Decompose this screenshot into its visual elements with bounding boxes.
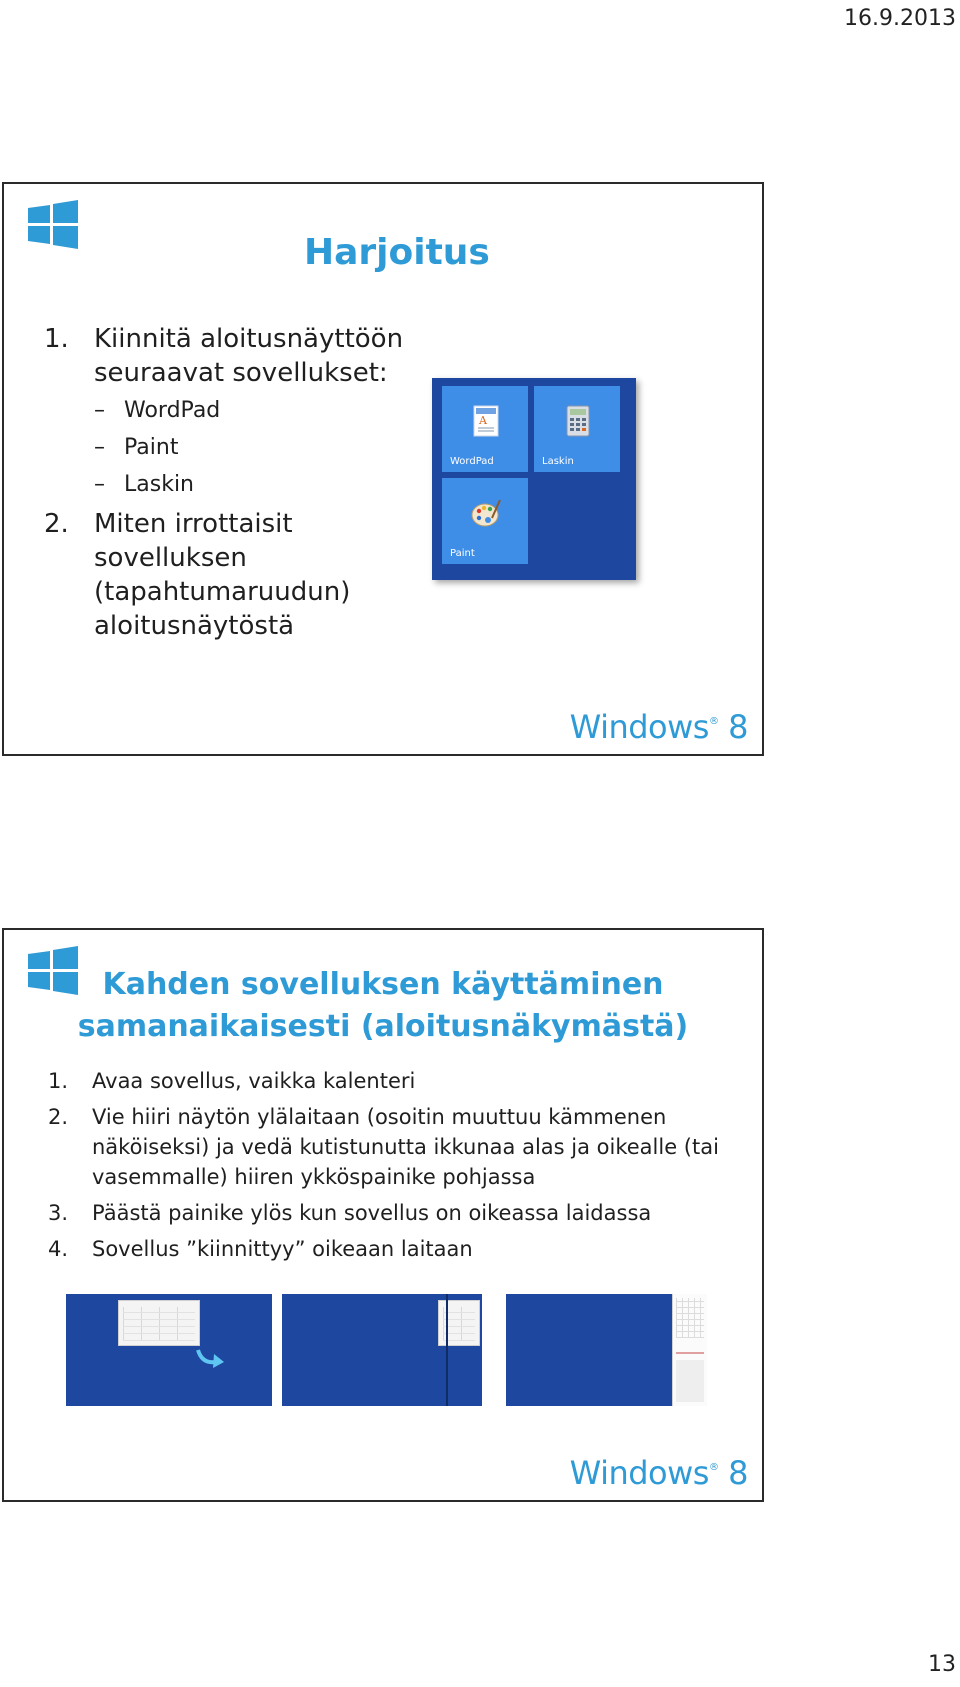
step-text: Vie hiiri näytön ylälaitaan (osoitin muuttuu kämmenen näköiseksi) ja vedä kutistunutta ikkunaa alas ja oikealle (tai vasemmalle) hiiren ykköspainike pohjassa <box>92 1105 719 1189</box>
svg-text:A: A <box>479 414 487 427</box>
list-item <box>48 1198 738 1228</box>
item-number: 2. <box>44 509 69 539</box>
snap-divider <box>446 1294 448 1406</box>
tile-wordpad[interactable] <box>442 386 528 472</box>
tile-label: Laskin <box>542 456 574 467</box>
step-number: 4. <box>48 1237 69 1261</box>
snapped-app-pane <box>672 1294 707 1406</box>
item-text: Miten irrottaisit sovelluksen (tapahtumaruudun) aloitusnäytöstä <box>94 509 351 641</box>
exercise-list <box>44 322 424 643</box>
list-item <box>44 322 424 503</box>
windows-8-logo <box>570 1454 748 1492</box>
mini-app-window <box>438 1300 480 1346</box>
app-sublist <box>94 392 424 503</box>
slide-title <box>4 964 762 1048</box>
screenshot-drag-window <box>66 1294 272 1406</box>
item-number: 1. <box>44 324 69 354</box>
brand-reg-mark: ® <box>708 716 719 727</box>
brand-text: Windows <box>569 708 709 746</box>
tile-laskin[interactable] <box>534 386 620 472</box>
screenshot-snap-preview <box>282 1294 482 1406</box>
wordpad-icon <box>470 404 502 438</box>
paint-palette-icon <box>470 496 502 530</box>
sublist-item <box>94 429 424 466</box>
slide-title: Harjoitus <box>304 232 490 273</box>
sublist-item <box>94 466 424 503</box>
page-number: 13 <box>928 1652 956 1677</box>
steps-list <box>48 1066 738 1270</box>
item-text: Kiinnitä aloitusnäyttöön seuraavat sovellukset: <box>94 324 404 388</box>
list-item <box>48 1066 738 1096</box>
step-text: Avaa sovellus, vaikka kalenteri <box>92 1069 416 1093</box>
tile-label: Paint <box>450 548 475 559</box>
slide-harjoitus <box>2 182 764 756</box>
dash-bullet-icon: – <box>94 435 105 460</box>
dash-bullet-icon: – <box>94 398 105 423</box>
slide-two-apps <box>2 928 764 1502</box>
list-item <box>48 1234 738 1264</box>
step-number: 2. <box>48 1105 69 1129</box>
sublist-item-text: Paint <box>124 435 179 460</box>
sublist-item-text: Laskin <box>124 472 194 497</box>
title-line-2: samanaikaisesti (aloitusnäkymästä) <box>77 1009 689 1044</box>
windows-8-logo <box>570 708 748 746</box>
calculator-icon <box>562 404 594 438</box>
step-text: Sovellus ”kiinnittyy” oikeaan laitaan <box>92 1237 473 1261</box>
step-number: 3. <box>48 1201 69 1225</box>
step-number: 1. <box>48 1069 69 1093</box>
arrow-down-right-icon <box>196 1346 226 1370</box>
brand-text: Windows <box>569 1454 709 1492</box>
list-item <box>48 1102 738 1192</box>
sublist-item-text: WordPad <box>124 398 221 423</box>
step-text: Päästä painike ylös kun sovellus on oikeassa laidassa <box>92 1201 652 1225</box>
dash-bullet-icon: – <box>94 472 105 497</box>
start-screen-tiles <box>432 378 636 580</box>
mini-app-window <box>118 1300 200 1346</box>
brand-version: 8 <box>728 708 748 746</box>
tile-label: WordPad <box>450 456 494 467</box>
tile-paint[interactable] <box>442 478 528 564</box>
list-item <box>44 507 424 643</box>
brand-version: 8 <box>728 1454 748 1492</box>
screenshot-snapped-app <box>506 1294 706 1406</box>
brand-reg-mark: ® <box>708 1462 719 1473</box>
sublist-item <box>94 392 424 429</box>
page-date: 16.9.2013 <box>844 6 956 31</box>
title-line-1: Kahden sovelluksen käyttäminen <box>102 967 664 1002</box>
